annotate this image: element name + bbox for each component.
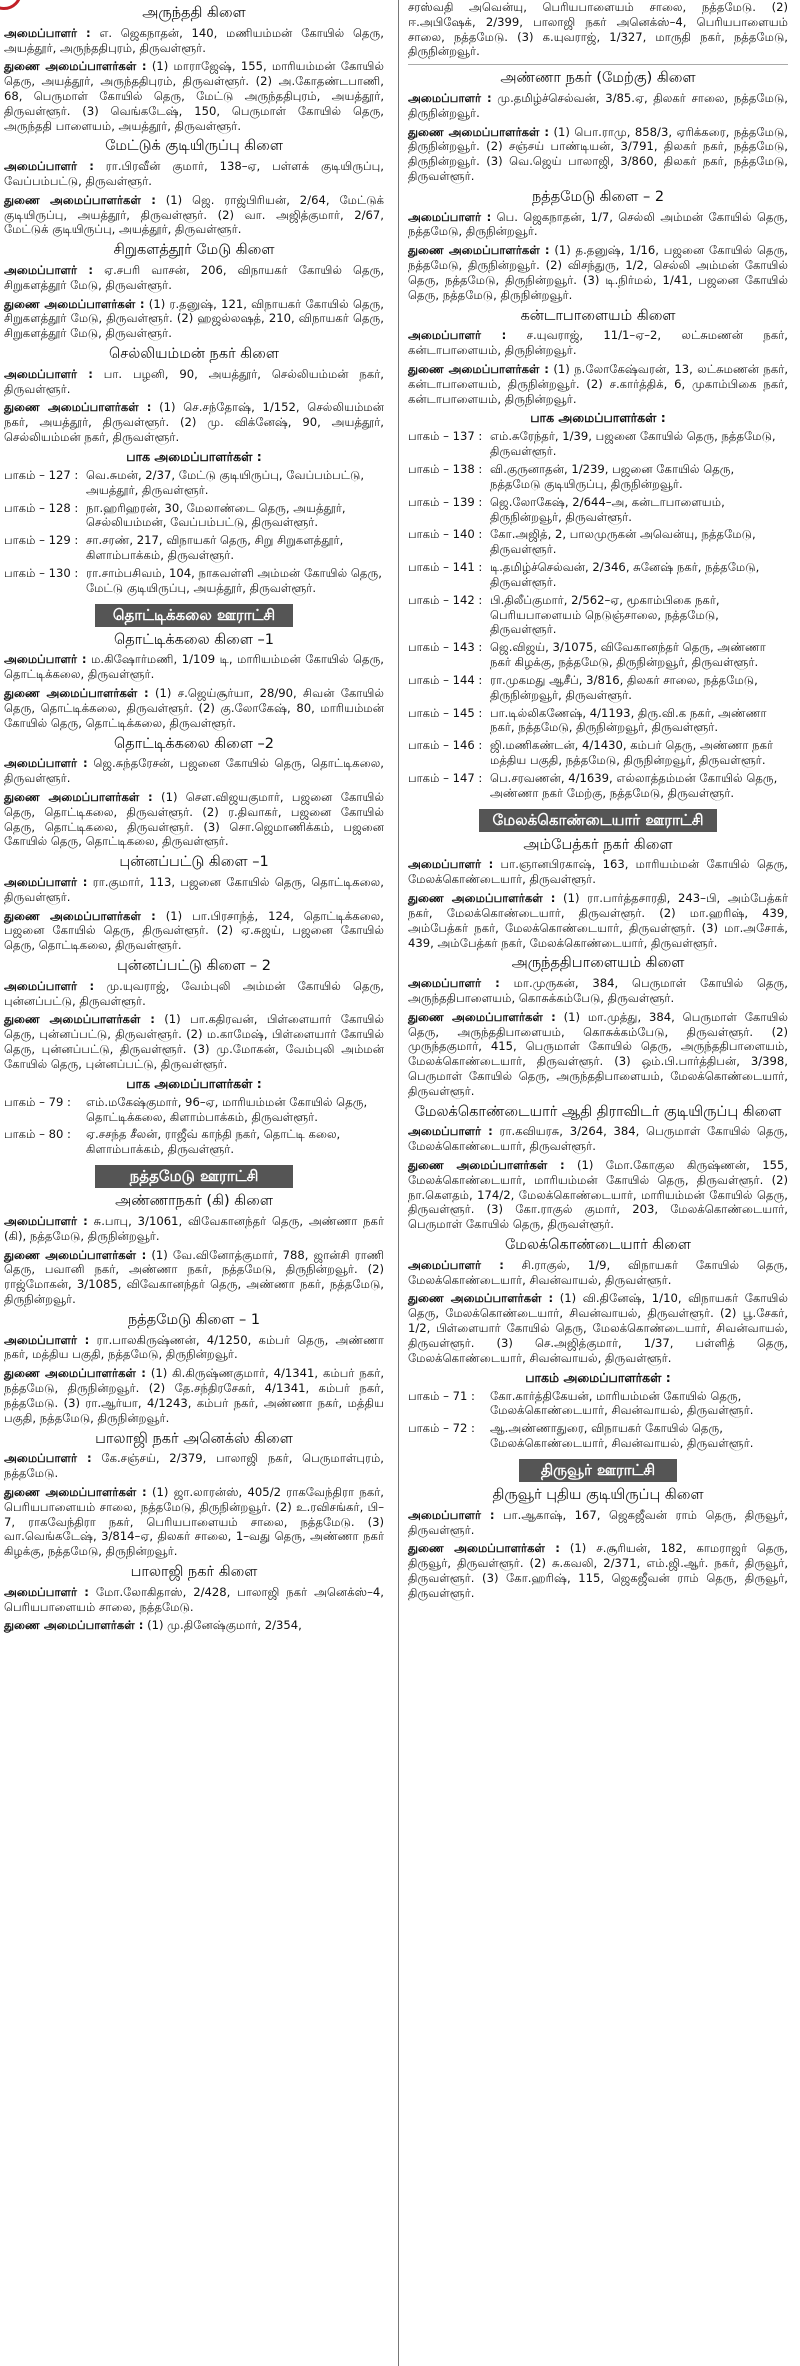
organiser-label: அமைப்பாளர் : bbox=[408, 1507, 495, 1522]
organiser-text: ரா.கவியரசு, 3/264, 384, பெருமாள் கோயில் தெரு, மேலக்கொண்டையார், திருவள்ளூர். bbox=[408, 1124, 788, 1154]
deputy-text: (1) மா.முத்து, 384, பெருமாள் கோயில் தெரு, அருந்ததிபாளையம், கொசுக்கம்பேடு, திருவள்ளூர். (2) முருந்தகுமார், 415, பெருமாள் கோயில் தெரு, அருந்ததிபாளையம், மேலக்கொண்டையார், திருவள்ளூர். (3) ஒம்.பி.பார்த்திபன், 3/398, பெருமாள் கோயில் தெரு, அருந்ததிபாளையம், மேலக்கொண்டையார், திருவள்ளூர். bbox=[408, 1009, 789, 1098]
deputy-label: துணை அமைப்பாளர்கள் : bbox=[4, 1484, 147, 1499]
branch-title: புன்னப்பட்டு கிளை –1 bbox=[119, 854, 269, 871]
part-text: ஜெ.லோகேஷ், 2/644–அ, கன்டாபாளையம், திருநின்றவூர், திருவள்ளூர். bbox=[490, 494, 725, 524]
branch-section bbox=[408, 837, 788, 951]
organiser-text: பா.ஞானபிரகாஷ், 163, மாரியம்மன் கோயில் தெரு, மேலக்கொண்டையார், திருவள்ளூர். bbox=[408, 857, 788, 887]
deputy-label: துணை அமைப்பாளர்கள் : bbox=[408, 1291, 554, 1306]
part-organisers-heading: பாக அமைப்பாளர்கள் : bbox=[126, 448, 262, 464]
organiser-text: ஏ.சபரி வாசன், 206, விநாயகர் கோயில் தெரு, சிறுகளத்தூர் மேடு, திருவள்ளூர். bbox=[4, 263, 384, 292]
part-number: பாகம் – 146 : bbox=[408, 738, 483, 753]
branch-title: நத்தமேடு கிளை – 2 bbox=[531, 188, 665, 205]
part-number: பாகம் – 144 : bbox=[408, 672, 483, 687]
part-text: ஜி.மணிகண்டன், 4/1430, கம்பர் தெரு, அண்ணா நகர் மத்திய பகுதி, நத்தமேடு, திருநின்றவூர், திருவள்ளூர். bbox=[490, 738, 774, 768]
part-text: பெ.சரவணன், 4/1639, எல்லாத்தம்மன் கோயில் தெரு, அண்ணா நகர் மேற்கு, நத்தமேடு, திருவள்ளூர். bbox=[490, 770, 778, 800]
deputy-label: துணை அமைப்பாளர்கள் : bbox=[4, 192, 156, 207]
deputy-label: துணை அமைப்பாளர்கள் : bbox=[408, 243, 550, 258]
organiser-text: பா.ஆகாஷ், 167, ஜெகஜீவன் ராம் தெரு, திருவூர், திருவள்ளூர். bbox=[408, 1507, 788, 1537]
part-text: எம்.மகேஷ்குமார், 96–ஏ, மாரியம்மன் கோயில் தெரு, தொட்டிக்கலை, கிளாம்பாக்கம், திருவள்ளூர். bbox=[86, 1094, 368, 1124]
right-column bbox=[408, 0, 788, 1606]
organiser-text: ரா.குமார், 113, பஜனை கோயில் தெரு, தொட்டிகலை, திருவள்ளூர். bbox=[4, 874, 384, 904]
part-text: எம்.சுரேந்தர், 1/39, பஜனை கோயில் தெரு, நத்தமேடு, திருவள்ளூர். bbox=[490, 429, 776, 459]
organiser-label: அமைப்பாளர் : bbox=[4, 874, 88, 889]
part-number: பாகம் – 71 : bbox=[408, 1388, 475, 1403]
part-text: ஜெ.விஜய், 3/1075, விவேகானந்தர் தெரு, அண்ணா நகர் கிழக்கு, நத்தமேடு, திருநின்றவூர், திருவள்ளூர். bbox=[490, 640, 766, 670]
branch-title: அண்ணாநகர் (கி) கிளை bbox=[115, 1193, 273, 1210]
deputy-text: (1) சௌ.விஜயகுமார், பஜனை கோயில் தெரு, தொட்டிகலை, திருவள்ளூர். (2) ர.திவாகர், பஜனை கோயில் தெரு, தொட்டிகலை, திருவள்ளூர். (3) சொ.ஜெமாணிக்கம், பஜனை கோயில் தெரு, தொட்டிகலை, திருவள்ளூர். bbox=[4, 789, 384, 849]
part-row bbox=[408, 527, 788, 557]
organiser-text: பெ. ஜெகநாதன், 1/7, செல்லி அம்மன் கோயில் தெரு, நத்தமேடு, திருநின்றவூர். bbox=[408, 209, 788, 239]
organiser-text: எ. ஜெகநாதன், 140, மணியம்மன் கோயில் தெரு, அயத்தூர், அருந்ததிபுரம், திருவள்ளூர். bbox=[4, 25, 384, 55]
branch-section bbox=[408, 1487, 788, 1601]
organiser-label: அமைப்பாளர் : bbox=[4, 1213, 88, 1228]
deputy-text: (1) ர.தனுஷ், 121, விநாயகர் கோயில் தெரு, சிறுகளத்தூர் மேடு, திருவள்ளூர். (2) ஹஜல்லஷத், 210, விநாயகர் தெரு, சிறுகளத்தூர் மேடு, திருவள்ளூர். bbox=[4, 296, 384, 341]
organiser-label: அமைப்பாளர் : bbox=[4, 25, 91, 40]
organiser-label: அமைப்பாளர் : bbox=[4, 1451, 92, 1466]
deputy-text: (1) மு.தினேஷ்குமார், 2/354, bbox=[147, 1618, 302, 1633]
deputy-label: துணை அமைப்பாளர்கள் : bbox=[4, 1618, 144, 1633]
branch-section bbox=[408, 70, 788, 184]
deputy-label: துணை அமைப்பாளர்கள் : bbox=[408, 124, 550, 139]
part-number: பாகம் – 147 : bbox=[408, 770, 483, 785]
part-row bbox=[408, 462, 788, 492]
deputy-text: (1) ந.லோகேஷ்வரன், 13, லட்சுமணன் நகர், கன்டாபாளையம், திருநின்றவூர். (2) ச.கார்த்திக், 6, முகாம்பிகை நகர், கன்டாபாளையம், திருநின்றவூர். bbox=[408, 361, 789, 406]
part-text: வெ.சுமன், 2/37, மேட்டு குடியிருப்பு, வேப்பம்பட்டு, அயத்தூர், திருவள்ளூர். bbox=[86, 467, 365, 497]
organiser-label: அமைப்பாளர் : bbox=[4, 1584, 89, 1599]
branch-title: கன்டாபாளையம் கிளை bbox=[520, 307, 676, 324]
left-column bbox=[4, 0, 384, 1638]
organiser-label: அமைப்பாளர் : bbox=[4, 263, 94, 277]
part-text: கோ.கார்த்திகேயன், மாரியம்மன் கோயில் தெரு, மேலக்கொண்டையார், சிவன்வாயல், திருவள்ளூர். bbox=[490, 1388, 754, 1418]
branch-section bbox=[4, 958, 384, 1157]
deputy-text: (1) த.தனுஷ், 1/16, பஜனை கோயில் தெரு, நத்தமேடு, திருநின்றவூர். (2) விசந்துரு, 1/2, செல்லி அம்மன் கோயில் தெரு, நத்தமேடு, திருநின்றவூர். (3) டி.நிர்மல், 1/41, பஜனை கோயில் தெரு, நத்தமேடு, திருநின்றவூர். bbox=[408, 243, 788, 302]
column-divider bbox=[398, 0, 399, 2366]
deputy-label: துணை அமைப்பாளர்கள் : bbox=[408, 1541, 560, 1556]
part-number: பாகம் – 72 : bbox=[408, 1421, 475, 1436]
branch-title: சிறுகளத்தூர் மேடு கிளை bbox=[113, 242, 275, 259]
deputy-label: துணை அமைப்பாளர்கள் : bbox=[4, 789, 153, 804]
part-number: பாகம் – 139 : bbox=[408, 494, 483, 509]
part-text: பா.டில்லிகணேஷ், 4/1193, திரு.வி.க நகர், அண்ணா நகர், நத்தமேடு, திருநின்றவூர், திருவள்ளூர். bbox=[490, 705, 767, 735]
part-number: பாகம் – 138 : bbox=[408, 462, 483, 477]
deputy-label: துணை அமைப்பாளர்கள் : bbox=[4, 908, 156, 923]
deputy-text: (1) ச.சூரியன், 182, காமராஜர் தெரு, திருவூர், திருவள்ளூர். (2) சு.கவலி, 2/371, எம்.ஜி.ஆர். நகர், திருவூர், திருவள்ளூர். (3) கோ.ஹரிஷ், 115, ஜெகஜீவன் ராம் தெரு, திருவூர், திருவள்ளூர். bbox=[408, 1541, 788, 1600]
organiser-label: அமைப்பாளர் : bbox=[4, 366, 93, 381]
branch-title: அருந்ததி கிளை bbox=[142, 5, 246, 21]
deputy-label: துணை அமைப்பாளர்கள் : bbox=[4, 1012, 155, 1027]
part-row bbox=[408, 706, 788, 736]
deputy-label: துணை அமைப்பாளர்கள் : bbox=[4, 686, 149, 701]
part-row bbox=[408, 771, 788, 801]
organiser-label: அமைப்பாளர் : bbox=[408, 857, 494, 872]
deputy-label: துணை அமைப்பாளர்கள் : bbox=[408, 361, 549, 376]
branch-title: திருவூர் புதிய குடியிருப்பு கிளை bbox=[492, 1487, 704, 1504]
organiser-label: அமைப்பாளர் : bbox=[408, 1124, 493, 1139]
organiser-text: பா. பழனி, 90, அயத்தூர், செல்லியம்மன் நகர், திருவள்ளூர். bbox=[4, 366, 384, 396]
deputy-text: (1) ஜெ. ராஜ்பிரியன், 2/64, மேட்டுக் குடியிருப்பு, அயத்தூர், திருவள்ளூர். (2) வா. அஜித்குமார், 2/67, மேட்டுக் குடியிருப்பு, அயத்தூர், திருவள்ளூர். bbox=[4, 192, 384, 237]
part-organisers-heading: பாக அமைப்பாளர்கள் : bbox=[530, 410, 666, 426]
organiser-text: கே.சஞ்சய், 2/379, பாலாஜி நகர், பெருமாள்புரம், நத்தமேடு. bbox=[4, 1451, 384, 1481]
branch-title: மேலக்கொண்டையார் ஆதி திராவிடர் குடியிருப்பு கிளை bbox=[414, 1103, 782, 1120]
deputy-label: துணை அமைப்பாளர்கள் : bbox=[4, 1247, 147, 1262]
branch-section bbox=[4, 1193, 384, 1307]
deputy-label: துணை அமைப்பாளர்கள் : bbox=[4, 400, 152, 415]
part-row bbox=[408, 1421, 788, 1451]
organiser-label: அமைப்பாளர் : bbox=[4, 756, 88, 771]
deputy-text: (1) கி.கிருஷ்ணகுமார், 4/1341, கம்பர் நகர், நத்தமேடு, திருநின்றவூர். (2) தே.சந்திரசேகர், 4/1341, கம்பர் நகர், நத்தமேடு. (3) ரா.ஆர்யா, 4/1243, கம்பர் நகர், அண்ணா நகர், மத்திய பகுதி, நத்தமேடு, திருநின்றவூர். bbox=[4, 1366, 385, 1425]
organiser-label: அமைப்பாளர் : bbox=[4, 159, 94, 174]
part-text: டி.தமிழ்ச்செல்வன், 2/346, சுனேஷ் நகர், நத்தமேடு, திருவள்ளூர். bbox=[490, 560, 760, 589]
branch-section bbox=[4, 138, 384, 237]
branch-title: மேட்டுக் குடியிருப்பு கிளை bbox=[105, 138, 283, 155]
organiser-label: அமைப்பாளர் : bbox=[408, 328, 507, 343]
branch-title: மேலக்கொண்டையார் கிளை bbox=[504, 1237, 691, 1254]
organiser-label: அமைப்பாளர் : bbox=[408, 976, 500, 991]
branch-section bbox=[408, 1237, 788, 1451]
organiser-text: சி.ராகுல், 1/9, விநாயகர் கோயில் தெரு, மேலக்கொண்டையார், சிவன்வாயல், திருவள்ளூர். bbox=[408, 1257, 788, 1287]
branch-section bbox=[408, 1104, 788, 1232]
deputy-label: துணை அமைப்பாளர்கள் : bbox=[4, 59, 147, 74]
part-number: பாகம் – 127 : bbox=[4, 467, 79, 482]
deputy-label: துணை அமைப்பாளர்கள் : bbox=[4, 296, 145, 311]
organiser-text: மு.யுவராஜ், வேம்புலி அம்மன் கோயில் தெரு, புன்னப்பட்டு, திருவள்ளூர். bbox=[4, 978, 384, 1008]
deputy-text: (1) ச.ஜெய்சூர்யா, 28/90, சிவன் கோயில் தெரு, தொட்டிக்கலை, திருவள்ளூர். (2) கு.லோகேஷ், 80, மாரியம்மன் கோயில் தெரு, தொட்டிக்கலை, திருவள்ளூர். bbox=[4, 686, 385, 730]
deputy-label: துணை அமைப்பாளர்கள் : bbox=[408, 1009, 556, 1024]
panchayat-banner: நத்தமேடு ஊராட்சி bbox=[95, 1165, 293, 1188]
part-row bbox=[408, 593, 788, 637]
part-number: பாகம் – 137 : bbox=[408, 429, 483, 444]
part-row bbox=[408, 495, 788, 525]
branch-title: தொட்டிக்கலை கிளை –2 bbox=[113, 735, 275, 752]
panchayat-banner: தொட்டிக்கலை ஊராட்சி bbox=[95, 604, 293, 627]
branch-title: அருந்ததிபாளையம் கிளை bbox=[511, 955, 685, 972]
part-text: ரா.சாம்பசிவம், 104, நாகவள்ளி அம்மன் கோயில் தெரு, மேட்டு குடியிருப்பு, அயத்தூர், திருவள்ளூர். bbox=[86, 565, 382, 595]
deputy-text: (1) வி.தினேஷ், 1/10, விநாயகர் கோயில் தெரு, மேலக்கொண்டையார், சிவன்வாயல், திருவள்ளூர். (2) பூ.சேகர், 1/2, பிள்ளையார் கோயில் தெரு, மேலக்கொண்டையார், சிவன்வாயல், திருவள்ளூர். (3) செ.அஜித்குமார், 1/37, பள்ளித் தெரு, மேலக்கொண்டையார், சிவன்வாயல், திருவள்ளூர். bbox=[408, 1291, 788, 1365]
branch-section bbox=[408, 189, 788, 303]
branch-title: புன்னப்பட்டு கிளை – 2 bbox=[117, 958, 271, 975]
deputy-label: துணை அமைப்பாளர்கள் : bbox=[408, 1158, 565, 1172]
part-text: ரா.முகமது ஆசீப், 3/816, திலகர் சாலை, நத்தமேடு, திருநின்றவூர், திருவள்ளூர். bbox=[490, 672, 758, 702]
continued-text: சரஸ்வதி அவென்யு, பெரியபாளையம் சாலை, நத்தமேடு. (2) ஈ.அபிஷேக், 2/399, பாலாஜி நகர் அனெக்ஸ்–4, பெரியபாளையம் சாலை, நத்தமேடு. (3) க.யுவராஜ், 1/327, மாருதி நகர், நத்தமேடு, திருநின்றவூர். bbox=[408, 0, 788, 59]
part-row bbox=[408, 673, 788, 703]
part-row bbox=[408, 429, 788, 459]
branch-title: பாலாஜி நகர் அனெக்ஸ் கிளை bbox=[95, 1430, 293, 1447]
organiser-text: மோ.லோகிதாஸ், 2/428, பாலாஜி நகர் அனெக்ஸ்–4, பெரியபாளையம் சாலை, நத்தமேடு. bbox=[4, 1584, 384, 1614]
part-text: வி.குருனாதன், 1/239, பஜனை கோயில் தெரு, நத்தமேடு குடியிருப்பு, திருநின்றவூர். bbox=[490, 462, 735, 491]
organiser-label: அமைப்பாளர் : bbox=[408, 91, 492, 105]
branch-section bbox=[4, 736, 384, 850]
organiser-text: மா.முருகன், 384, பெருமாள் கோயில் தெரு, அருந்ததிபாளையம், கொசுக்கம்பேடு, திருவள்ளூர். bbox=[408, 976, 788, 1005]
part-row bbox=[408, 1389, 788, 1419]
part-number: பாகம் – 128 : bbox=[4, 500, 79, 515]
part-organisers-heading: பாக அமைப்பாளர்கள் : bbox=[126, 1075, 262, 1091]
deputy-text: (1) வே.வினோத்குமார், 788, ஜான்சி ராணி தெரு, பவானி நகர், அண்ணா நகர், நத்தமேடு, திருநின்றவூர். (2) ராஜ்மோகன், 3/1085, விவேகானந்தர் தெரு, அண்ணா நகர், நத்தமேடு, திருநின்றவூர். bbox=[4, 1247, 384, 1307]
part-row bbox=[408, 640, 788, 670]
branch-section bbox=[4, 5, 384, 133]
organiser-label: அமைப்பாளர் : bbox=[408, 209, 492, 224]
branch-title: நத்தமேடு கிளை – 1 bbox=[127, 1311, 261, 1328]
branch-section bbox=[4, 1564, 384, 1633]
branch-title: அண்ணா நகர் (மேற்கு) கிளை bbox=[500, 70, 696, 87]
part-number: பாகம் – 80 : bbox=[4, 1127, 71, 1142]
part-row bbox=[4, 1095, 384, 1125]
part-text: பி.திலீப்குமார், 2/562–ஏ, மூகாம்பிகை நகர், பெரியபாளையம் நெடுஞ்சாலை, நத்தமேடு, திருவள்ளூர். bbox=[490, 592, 720, 637]
branch-title: பாலாஜி நகர் கிளை bbox=[130, 1564, 258, 1581]
part-text: நா.ஹரிஹரன், 30, மேலாண்டை தெரு, அயத்தூர், செல்லியம்மன், வேப்பம்பட்டு, திருவள்ளூர். bbox=[86, 500, 346, 530]
rule-divider bbox=[408, 64, 788, 65]
panchayat-banner: மேலக்கொண்டையார் ஊராட்சி bbox=[479, 809, 717, 832]
part-number: பாகம் – 130 : bbox=[4, 565, 79, 580]
part-text: கோ.அஜித், 2, பாலமுருகன் அவென்யு, நத்தமேடு, திருவள்ளூர். bbox=[490, 527, 756, 557]
part-number: பாகம் – 79 : bbox=[4, 1094, 71, 1109]
part-number: பாகம் – 143 : bbox=[408, 640, 483, 655]
part-row bbox=[4, 566, 384, 596]
part-number: பாகம் – 142 : bbox=[408, 592, 483, 607]
panchayat-banner: திருவூர் ஊராட்சி bbox=[519, 1459, 677, 1482]
part-text: ஏ.சசந்த சீலன், ராஜீவ் காந்தி நகர், தொட்டி கலை, கிளாம்பாக்கம், திருவள்ளூர். bbox=[86, 1127, 341, 1157]
part-row bbox=[4, 468, 384, 498]
organiser-label: அமைப்பாளர் : bbox=[408, 1257, 504, 1272]
deputy-text: (1) மோ.கோகுல கிருஷ்ணன், 155, மேலக்கொண்டையார், மாரியம்மன் கோயில் தெரு, திருவள்ளூர். (2) நா.கௌதம், 174/2, மேலக்கொண்டையார், மாரியம்மன் கோயில் தெரு, திருவள்ளூர். (3) கோ.ராகுல் குமார், 203, மேலக்கொண்டையார், பெருமாள் கோயில் தெரு, திருவள்ளூர். bbox=[408, 1158, 789, 1232]
organiser-label: அமைப்பாளர் : bbox=[4, 652, 87, 667]
deputy-label: துணை அமைப்பாளர்கள் : bbox=[4, 1366, 146, 1381]
branch-section bbox=[4, 632, 384, 731]
branch-section bbox=[408, 955, 788, 1098]
organiser-text: ரா.பிரவீன் குமார், 138–ஏ, பள்ளக் குடியிருப்பு, வேப்பம்பட்டு, திருவள்ளூர். bbox=[4, 159, 384, 188]
deputy-label: துணை அமைப்பாளர்கள் : bbox=[408, 891, 556, 906]
part-row bbox=[4, 501, 384, 531]
deputy-text: (1) செ.சந்தோஷ், 1/152, செல்லியம்மன் நகர், அயத்தூர், திருவள்ளூர். (2) மு. விக்னேஷ், 90, அயத்தூர், செல்லியம்மன் நகர், திருவள்ளூர். bbox=[4, 400, 385, 445]
part-row bbox=[4, 533, 384, 563]
organiser-text: சு.பாபு, 3/1061, விவேகானந்தர் தெரு, அண்ணா நகர் (கி), நத்தமேடு, திருநின்றவூர். bbox=[4, 1213, 384, 1243]
part-number: பாகம் – 141 : bbox=[408, 560, 483, 575]
deputy-text: (1) மாராஜேஷ், 155, மாரியம்மன் கோயில் தெரு, அயத்தூர், அருந்ததிபுரம், திருவள்ளூர். (2) அ.கோதண்டபாணி, 68, பெருமாள் கோயில் தெரு, மேட்டு அருந்ததிபுரம், அயத்தூர், திருவள்ளூர். (3) வெங்கடேஷ், 150, பெருமாள் கோயில் தெரு, அருந்ததி பாளையம், அயத்தூர், திருவள்ளூர். bbox=[4, 59, 384, 133]
deputy-text: (1) பொ.ராமு, 858/3, ஏரிக்கரை, நத்தமேடு, திருநின்றவூர். (2) சஞ்சய் பாண்டியன், 3/791, திலகர் நகர், நத்தமேடு, திருநின்றவூர். (3) வெ.ஜெய் பாலாஜி, 3/860, திலகர் நகர், நத்தமேடு, திருவள்ளூர். bbox=[408, 124, 788, 184]
branch-title: அம்பேத்கர் நகர் கிளை bbox=[523, 836, 673, 853]
part-row bbox=[408, 738, 788, 768]
part-text: ஆ.அண்ணாதுரை, விநாயகர் கோயில் தெரு, மேலக்கொண்டையார், சிவன்வாயல், திருவள்ளூர். bbox=[490, 1421, 754, 1451]
organiser-text: ச.யுவராஜ், 11/1–ஏ–2, லட்சுமணன் நகர், கன்டாபாளையம், திருநின்றவூர். bbox=[408, 328, 788, 358]
branch-section bbox=[4, 854, 384, 953]
organiser-label: அமைப்பாளர் : bbox=[4, 978, 95, 993]
deputy-text: (1) ரா.பார்த்தசாரதி, 243–பி, அம்பேத்கர் நகர், மேலக்கொண்டையார், திருவள்ளூர். (2) மா.ஹரிஷ், 439, அம்பேத்கர் நகர், மேலக்கொண்டையார், திருவள்ளூர். (3) மா.அசோக், 439, அம்பேத்கர் நகர், மேலக்கொண்டையார், திருவள்ளூர். bbox=[408, 891, 788, 950]
deputy-text: (1) ஜா.லாரன்ஸ், 405/2 ராகவேந்திரா நகர், பெரியபாளையம் சாலை, நத்தமேடு, திருநின்றவூர். (2) உ.ரவிசங்கர், பி–7, ராகவேந்திரா நகர், பெரியபாளையம் சாலை, நத்தமேடு. (3) வா.வெங்கடேஷ், 3/814–ஏ, திலகர் சாலை, 1–வது தெரு, அண்ணா நகர் கிழக்கு, நத்தமேடு, திருநின்றவூர். bbox=[4, 1484, 384, 1559]
part-number: பாகம் – 145 : bbox=[408, 705, 483, 720]
part-number: பாகம் – 129 : bbox=[4, 533, 79, 548]
organiser-text: ம.கிஷோர்மணி, 1/109 டி, மாரியம்மன் கோயில் தெரு, தொட்டிக்கலை, திருவள்ளூர். bbox=[4, 652, 384, 682]
part-text: சா.சரண், 217, விநாயகர் தெரு, சிறு சிறுகளத்தூர், கிளாம்பாக்கம், திருவள்ளூர். bbox=[86, 533, 344, 563]
deputy-text: (1) பா.கதிரவன், பிள்ளையார் கோயில் தெரு, புன்னப்பட்டு, திருவள்ளூர். (2) ம.காமேஷ், பிள்ளையார் கோயில் தெரு, புன்னப்பட்டு, திருவள்ளூர். (3) மு.மோகன், வேம்புலி அம்மன் கோயில் தெரு, புன்னப்பட்டு, திருவள்ளூர். bbox=[4, 1012, 384, 1071]
branch-section bbox=[4, 346, 384, 595]
organiser-label: அமைப்பாளர் : bbox=[4, 1332, 90, 1347]
part-row bbox=[408, 560, 788, 590]
organiser-text: மு.தமிழ்ச்செல்வன், 3/85.ஏ, திலகர் சாலை, நத்தமேடு, திருநின்றவூர். bbox=[408, 91, 788, 120]
organiser-text: ஜெ.சுந்தரேசன், பஜனை கோயில் தெரு, தொட்டிகலை, திருவள்ளூர். bbox=[4, 756, 384, 786]
branch-section bbox=[4, 1431, 384, 1559]
branch-title: தொட்டிக்கலை கிளை –1 bbox=[113, 631, 275, 648]
branch-section bbox=[4, 1312, 384, 1426]
deputy-text: (1) பா.பிரசாந்த், 124, தொட்டிக்கலை, பஜனை கோயில் தெரு, திருவள்ளூர். (2) ஏ.சுஜய், பஜனை கோயில் தெரு, தொட்டிகலை, திருவள்ளூர். bbox=[4, 908, 384, 953]
branch-section bbox=[4, 242, 384, 341]
branch-section bbox=[408, 308, 788, 801]
part-organisers-heading: பாகம் அமைப்பாளர்கள் : bbox=[525, 1369, 671, 1385]
part-row bbox=[4, 1127, 384, 1157]
branch-title: செல்லியம்மன் நகர் கிளை bbox=[108, 346, 279, 363]
organiser-text: ரா.பாலகிருஷ்ணன், 4/1250, கம்பர் தெரு, அண்ணா நகர், மத்திய பகுதி, நத்தமேடு, திருநின்றவூர். bbox=[4, 1332, 384, 1362]
part-number: பாகம் – 140 : bbox=[408, 527, 483, 542]
continued-text-section bbox=[408, 0, 788, 59]
